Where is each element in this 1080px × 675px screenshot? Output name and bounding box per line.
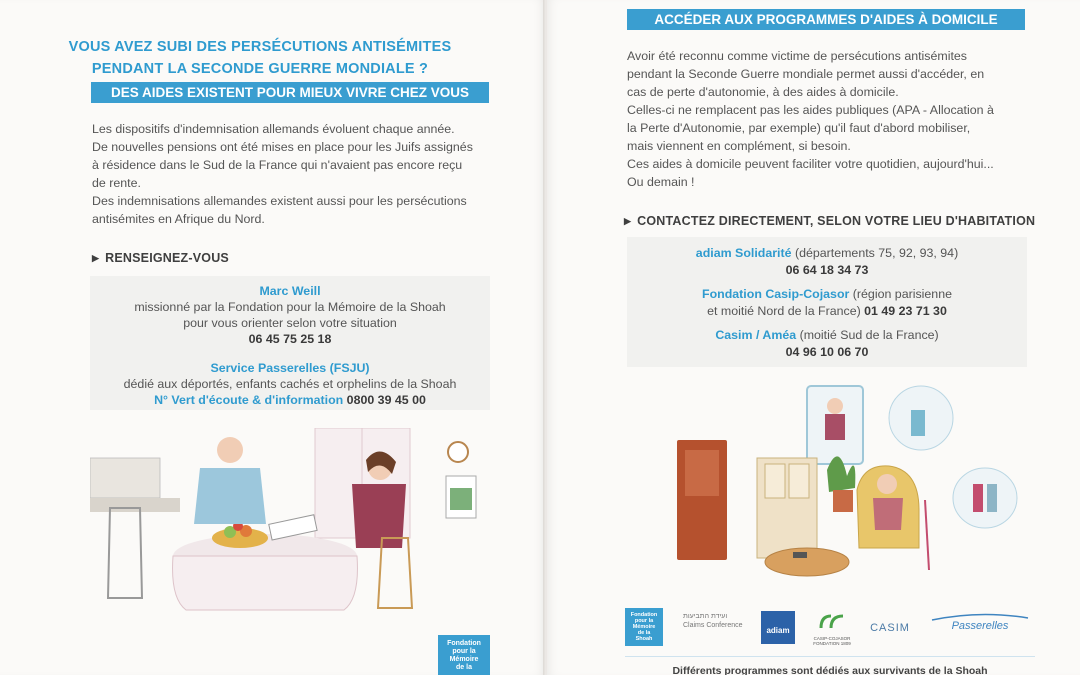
triangle-bullet-icon: ▶ xyxy=(624,216,632,226)
hotline-line: N° Vert d'écoute & d'information 0800 39 45 00 xyxy=(154,393,426,407)
casim-logo: CASIM xyxy=(870,622,910,634)
right-page xyxy=(547,0,1080,675)
right-band-heading: ACCÉDER AUX PROGRAMMES D'AIDES À DOMICILE xyxy=(627,9,1025,30)
contact-name-passerelles: Service Passerelles (FSJU) xyxy=(210,361,370,375)
contact-casim: Casim / Améa (moitié Sud de la France) xyxy=(715,328,939,342)
contact-casip-cojasor-line2: et moitié Nord de la France) 01 49 23 71 30 xyxy=(707,304,947,318)
partner-logos xyxy=(625,608,1035,648)
triangle-bullet-icon: ▶ xyxy=(92,253,100,263)
illustration-home-care xyxy=(657,380,1037,600)
contact-description: pour vous orienter selon votre situation xyxy=(183,316,397,330)
casip-cojasor-logo: CASIP-COJASOR FONDATION 1809 xyxy=(807,608,857,646)
left-band-heading: DES AIDES EXISTENT POUR MIEUX VIVRE CHEZ VOUS xyxy=(91,82,489,103)
right-contact-box xyxy=(627,237,1027,367)
contact-phone: 06 64 18 34 73 xyxy=(785,263,869,277)
renseignez-vous-heading: ▶ RENSEIGNEZ-VOUS xyxy=(92,251,229,265)
contactez-heading: ▶ CONTACTEZ DIRECTEMENT, SELON VOTRE LIEU D'HABITATION xyxy=(624,214,1036,228)
contact-description: dédié aux déportés, enfants cachés et orphelins de la Shoah xyxy=(123,377,457,391)
contact-description: missionné par la Fondation pour la Mémoire de la Shoah xyxy=(134,300,446,314)
left-contact-box xyxy=(90,276,490,410)
fondation-memoire-shoah-logo: Fondation pour la Mémoire de la Shoah xyxy=(625,608,663,646)
left-intro-paragraph: Les dispositifs d'indemnisation allemands évoluent chaque année. De nouvelles pensions ont été mises en place pour les Juifs assignés à résidence dans le Sud de la France qui n'avaient pas encore reçu de rente. Des indemnisations allemandes existent aussi pour les persécutions antisémites en Afrique du Nord. xyxy=(92,122,473,226)
contact-phone: 06 45 75 25 18 xyxy=(248,332,332,346)
left-title: VOUS AVEZ SUBI DES PERSÉCUTIONS ANTISÉMITES PENDANT LA SECONDE GUERRE MONDIALE ? xyxy=(68,39,452,77)
fondation-memoire-shoah-logo: Fondation pour la Mémoire de la xyxy=(438,635,490,675)
contact-adiam: adiam Solidarité (départements 75, 92, 93, 94) xyxy=(695,246,959,260)
adiam-logo: adiam xyxy=(761,611,795,644)
illustration-elderly-man-and-helper xyxy=(90,428,490,618)
claims-conference-logo: ועידת התביעות Claims Conference xyxy=(683,613,743,629)
contact-casip-cojasor: Fondation Casip-Cojasor (région parisienne xyxy=(702,287,952,301)
right-intro-paragraph: Avoir été reconnu comme victime de persécutions antisémites pendant la Seconde Guerre mondiale permet aussi d'accéder, en cas de perte d'autonomie, à des aides à domicile. Celles-ci ne remplacent pas les aides publiques (APA - Allocation à la Perte d'Autonomie, par exemple) qu'il faut d'abord mobiliser, mais viennent en complément, si besoin. Ces aides à domicile peuvent faciliter votre quotidien, aujourd'hui... Ou demain ! xyxy=(627,49,994,189)
footnote: Différents programmes sont dédiés aux survivants de la Shoah xyxy=(672,665,988,675)
contact-phone: 04 96 10 06 70 xyxy=(785,345,869,359)
passerelles-logo: Passerelles xyxy=(925,608,1035,646)
footer-divider xyxy=(625,656,1035,657)
contact-name-marc-weill: Marc Weill xyxy=(259,284,321,298)
